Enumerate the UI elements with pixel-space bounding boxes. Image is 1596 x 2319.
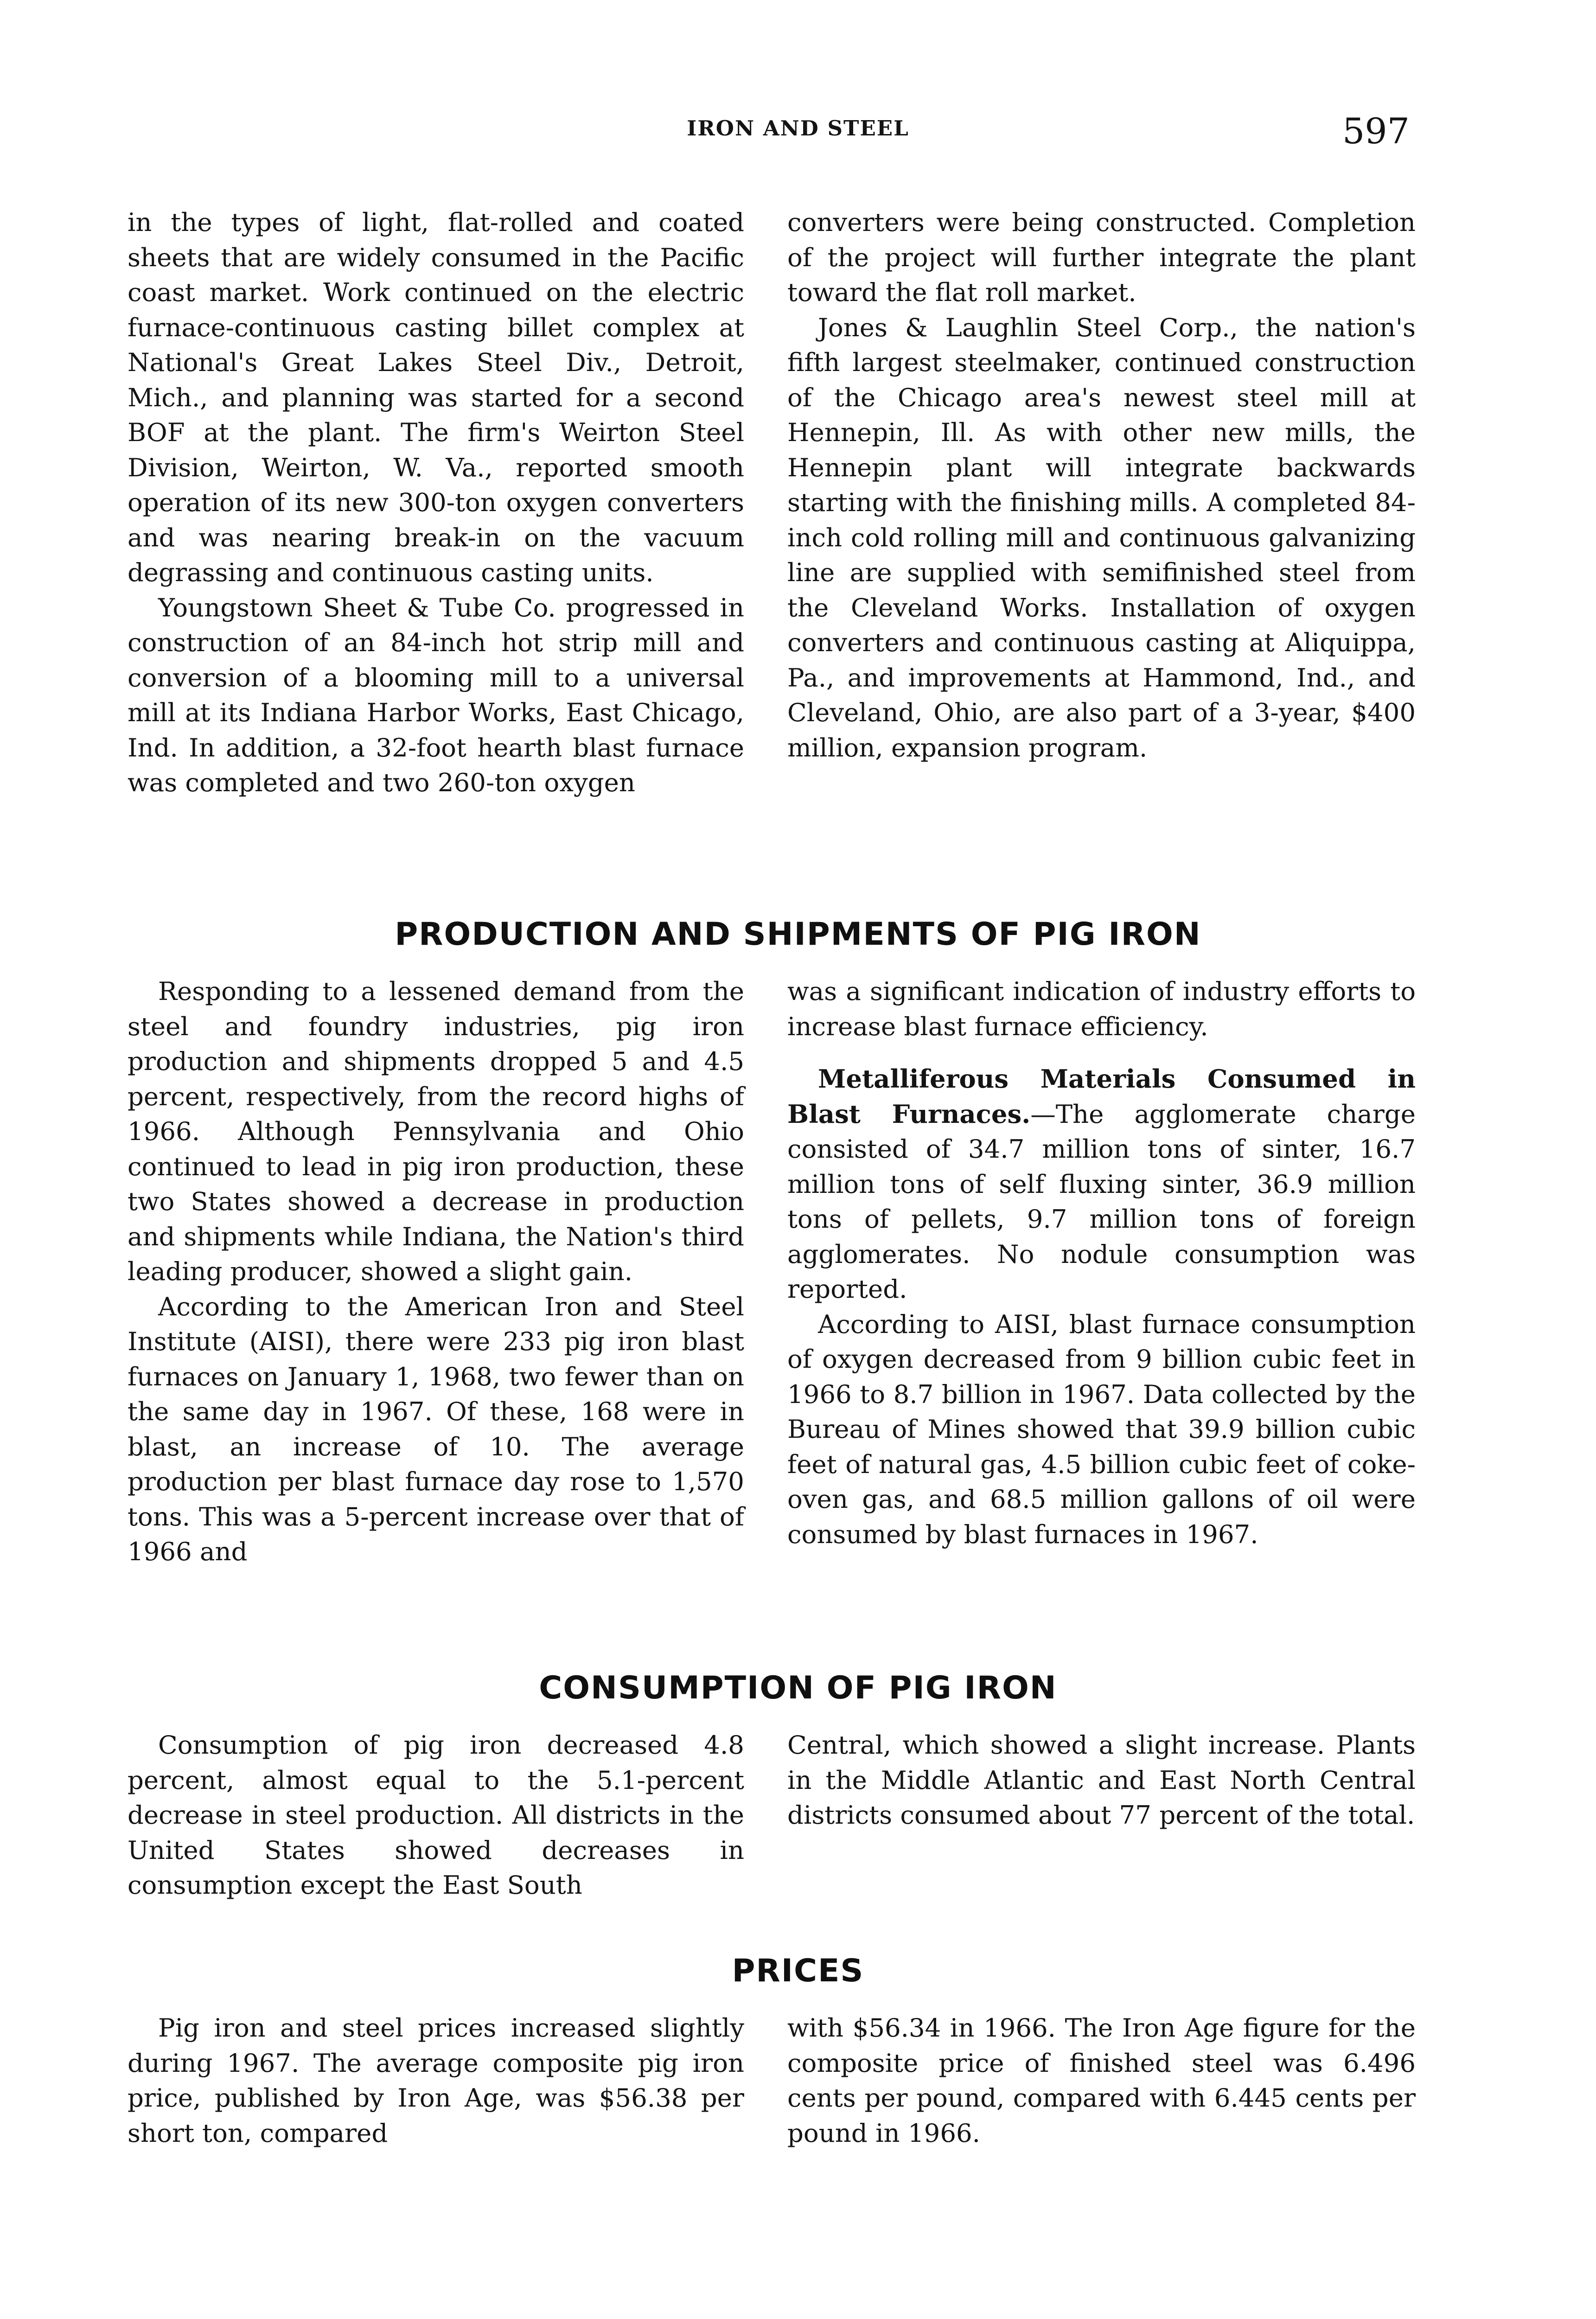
prices-right-column bbox=[787, 2011, 1416, 2151]
section-heading-consumption: CONSUMPTION OF PIG IRON bbox=[539, 1670, 1057, 1706]
intro-left-column bbox=[128, 205, 744, 801]
section-heading-prices: PRICES bbox=[732, 1953, 864, 1989]
section-heading-production: PRODUCTION AND SHIPMENTS OF PIG IRON bbox=[395, 916, 1201, 953]
paragraph: Consumption of pig iron decreased 4.8 percent, almost equal to the 5.1-percent decrease in steel production. All districts in the United States showed decreases in consumption except the East South bbox=[128, 1730, 744, 1900]
intro-right-column bbox=[787, 205, 1416, 765]
paragraph: Jones & Laughlin Steel Corp., the nation's fifth largest steelmaker, continued construction of the Chicago area's newest steel mill at Hennepin, Ill. As with other new mills, the Hennepin plant will integrate backwards starting with the finishing mills. A completed 84-inch cold rolling mill and continuous galvanizing line are supplied with semifinished steel from the Cleveland Works. Installation of oxygen converters and continuous casting at Aliquippa, Pa., and improvements at Hammond, Ind., and Cleveland, Ohio, are also part of a 3-year, $400 million, expansion program. bbox=[787, 312, 1416, 762]
paragraph: Responding to a lessened demand from the steel and foundry industries, pig iron production and shipments dropped 5 and 4.5 percent, respectively, from the record highs of 1966. Although Pennsylvania and Ohio continued to lead in pig iron production, these two States showed a decrease in production and shipments while Indiana, the Nation's third leading producer, showed a slight gain. bbox=[128, 976, 744, 1286]
page-number: 597 bbox=[1342, 110, 1410, 152]
production-left-column bbox=[128, 974, 744, 1569]
paragraph: was a significant indication of industry efforts to increase blast furnace efficiency. bbox=[787, 976, 1416, 1041]
consumption-right-column bbox=[787, 1728, 1416, 1833]
prices-left-column bbox=[128, 2011, 744, 2151]
paragraph: converters were being constructed. Completion of the project will further integrate the plant toward the flat roll market. bbox=[787, 207, 1416, 307]
run-in-heading: Metalliferous Materials Consumed in Blast Furnaces. bbox=[787, 1064, 1416, 1129]
paragraph: According to AISI, blast furnace consumption of oxygen decreased from 9 billion cubic feet in 1966 to 8.7 billion in 1967. Data collected by the Bureau of Mines showed that 39.9 billion cubic feet of natural gas, 4.5 billion cubic feet of coke-oven gas, and 68.5 million gallons of oil were consumed by blast furnaces in 1967. bbox=[787, 1309, 1416, 1549]
paragraph: Youngstown Sheet & Tube Co. progressed in construction of an 84-inch hot strip mill and conversion of a blooming mill to a universal mill at its Indiana Harbor Works, East Chicago, Ind. In addition, a 32-foot hearth blast furnace was completed and two 260-ton oxygen bbox=[128, 592, 744, 797]
paragraph: According to the American Iron and Steel Institute (AISI), there were 233 pig iron blast furnaces on January 1, 1968, two fewer than on the same day in 1967. Of these, 168 were in blast, an increase of 10. The average production per blast furnace day rose to 1,570 tons. This was a 5-percent increase over that of 1966 and bbox=[128, 1291, 744, 1566]
paragraph-metalliferous bbox=[787, 1062, 1416, 1307]
paragraph-text: —The agglomerate charge consisted of 34.7 million tons of sinter, 16.7 million tons of self fluxing sinter, 36.9 million tons of pellets, 9.7 million tons of foreign agglomerates. No nodule consumption was reported. bbox=[787, 1099, 1416, 1304]
paragraph: Pig iron and steel prices increased slightly during 1967. The average composite pig iron price, published by Iron Age, was $56.38 per short ton, compared bbox=[128, 2013, 744, 2148]
paragraph: Central, which showed a slight increase. Plants in the Middle Atlantic and East North Central districts consumed about 77 percent of the total. bbox=[787, 1730, 1416, 1830]
production-right-column bbox=[787, 974, 1416, 1552]
paragraph: with $56.34 in 1966. The Iron Age figure for the composite price of finished steel was 6.496 cents per pound, compared with 6.445 cents per pound in 1966. bbox=[787, 2013, 1416, 2148]
paragraph: in the types of light, flat-rolled and coated sheets that are widely consumed in the Pacific coast market. Work continued on the electric furnace-continuous casting billet complex at National's Great Lakes Steel Div., Detroit, Mich., and planning was started for a second BOF at the plant. The firm's Weirton Steel Division, Weirton, W. Va., reported smooth operation of its new 300-ton oxygen converters and was nearing break-in on the vacuum degrassing and continuous casting units. bbox=[128, 207, 744, 587]
running-head: IRON AND STEEL bbox=[687, 116, 909, 141]
consumption-left-column bbox=[128, 1728, 744, 1903]
